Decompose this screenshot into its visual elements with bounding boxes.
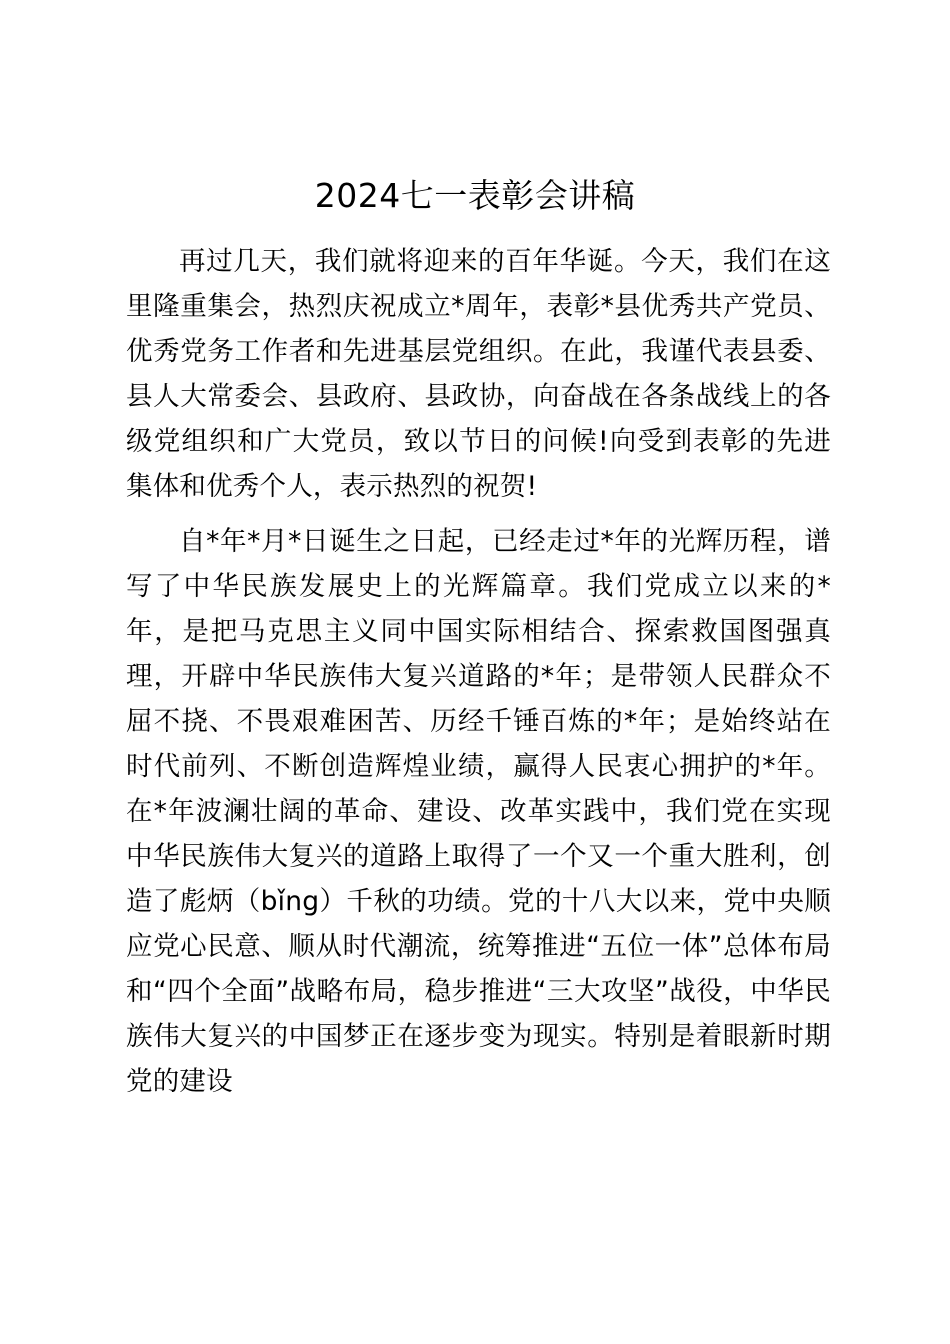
paragraph-2: 自*年*月*日诞生之日起，已经走过*年的光辉历程，谱写了中华民族发展史上的光辉篇章。我们党成立以来的*年，是把马克思主义同中国实际相结合、探索救国图强真理，开辟中华民族伟大复兴道路的*年；是带领人民群众不屈不挠、不畏艰难困苦、历经千锤百炼的*年；是始终站在时代前列、不断创造辉煌业绩，赢得人民衷心拥护的*年。在*年波澜壮阔的革命、建设、改革实践中，我们党在实现中华民族伟大复兴的道路上取得了一个又一个重大胜利，创造了彪炳（bǐng）千秋的功绩。党的十八大以来，党中央顺应党心民意、顺从时代潮流，统筹推进“五位一体”总体布局和“四个全面”战略布局，稳步推进“三大攻坚”战役，中华民族伟大复兴的中国梦正在逐步变为现实。特别是着眼新时期党的建设 xyxy=(126,526,831,1097)
document-body xyxy=(126,239,831,1114)
document-title: 2024七一表彰会讲稿 xyxy=(314,176,636,215)
paragraph-1: 再过几天，我们就将迎来的百年华诞。今天，我们在这里隆重集会，热烈庆祝成立*周年，表彰*县优秀共产党员、优秀党务工作者和先进基层党组织。在此，我谨代表县委、县人大常委会、县政府、县政协，向奋战在各条战线上的各级党组织和广大党员，致以节日的问候!向受到表彰的先进集体和优秀个人，表示热烈的祝贺! xyxy=(126,246,831,502)
